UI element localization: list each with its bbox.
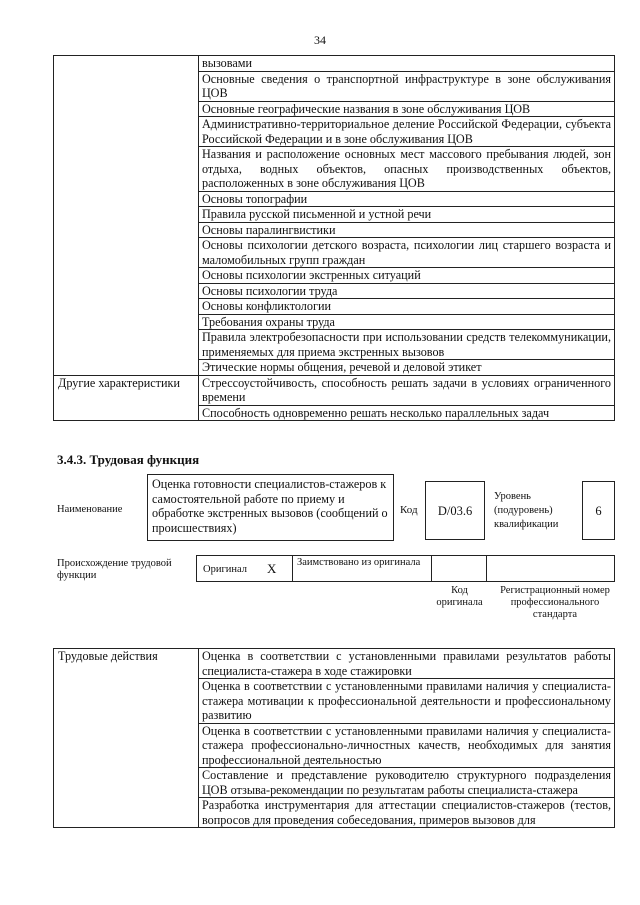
table-cell: Названия и расположение основных мест массового пребывания людей, зон отдыха, водных объектов, опасных производственных объектов, расположенных в зоне обслуживания ЦОВ (199, 147, 615, 192)
table-cell: Требования охраны труда (199, 314, 615, 330)
table-cell: Оценка в соответствии с установленными правилами наличия у специалиста-стажера мотивации к профессиональной деятельности и профессиональному развитию (199, 679, 615, 724)
table-cell: Основы конфликтологии (199, 299, 615, 315)
table-row (54, 375, 615, 405)
function-name-box: Оценка готовности специалистов-стажеров к самостоятельной работе по приему и обработке экстренных вызовов (сообщений о происшествиях) (147, 474, 394, 541)
table-cell: Основные географические названия в зоне обслуживания ЦОВ (199, 101, 615, 117)
table-cell: Правила русской письменной и устной речи (199, 207, 615, 223)
section-title: 3.4.3. Трудовая функция (57, 452, 200, 467)
code-value-box: D/03.6 (425, 481, 485, 540)
table-cell: Основы психологии труда (199, 283, 615, 299)
table-cell: вызовами (199, 56, 615, 72)
table-cell: Основы психологии детского возраста, психологии лиц старшего возраста и маломобильных групп граждан (199, 238, 615, 268)
work-actions-label: Трудовые действия (54, 649, 199, 828)
code-label: Код (400, 504, 418, 516)
blank-label-cell (54, 56, 199, 376)
borrowed-box: Заимствовано из оригинала (292, 555, 432, 582)
work-actions-table (53, 648, 615, 828)
table-cell: Основные сведения о транспортной инфраструктуре в зоне обслуживания ЦОВ (199, 71, 615, 101)
page-number: 34 (314, 33, 326, 47)
table-cell: Стрессоустойчивость, способность решать задачи в условиях ограниченного времени (199, 375, 615, 405)
table-cell: Разработка инструментария для аттестации специалистов-стажеров (тестов, вопросов для проведения собеседования, примеров вызовов для (199, 798, 615, 828)
table-cell: Основы паралингвистики (199, 222, 615, 238)
code-original-caption: Код оригинала (436, 585, 483, 608)
table-cell: Основы психологии экстренных ситуаций (199, 268, 615, 284)
original-label: Оригинал (203, 564, 247, 575)
table-cell: Административно-территориальное деление Российской Федерации, субъекта Российской Федерации и в зоне обслуживания ЦОВ (199, 117, 615, 147)
table-cell: Оценка в соответствии с установленными правилами результатов работы специалиста-стажера в ходе стажировки (199, 649, 615, 679)
requirements-table (53, 55, 615, 421)
other-characteristics-label: Другие характеристики (54, 375, 199, 421)
name-label: Наименование (57, 504, 123, 515)
table-cell: Правила электробезопасности при использовании средств телекоммуникации, применяемых для приема экстренных вызовов (199, 330, 615, 360)
table-cell: Основы топографии (199, 191, 615, 207)
table-cell: Составление и представление руководителю структурного подразделения ЦОВ отзыва-рекомендации по результатам работы специалиста-стажера (199, 768, 615, 798)
table-row (54, 649, 615, 679)
level-label: Уровень (подуровень) квалификации (494, 491, 559, 530)
original-mark: X (267, 561, 277, 576)
original-box (196, 555, 293, 582)
table-row (54, 56, 615, 72)
reg-number-caption: Регистрационный номер профессионального стандарта (500, 585, 610, 620)
reg-number-box (486, 555, 615, 582)
table-cell: Оценка в соответствии с установленными правилами наличия у специалиста-стажера профессионально-личностных качеств, необходимых для занятия профессиональной деятельностью (199, 723, 615, 768)
table-cell: Способность одновременно решать несколько параллельных задач (199, 405, 615, 421)
level-value-box: 6 (582, 481, 615, 540)
table-cell: Этические нормы общения, речевой и деловой этикет (199, 360, 615, 376)
code-original-box (431, 555, 487, 582)
origin-label: Происхождение трудовой функции (57, 558, 172, 581)
